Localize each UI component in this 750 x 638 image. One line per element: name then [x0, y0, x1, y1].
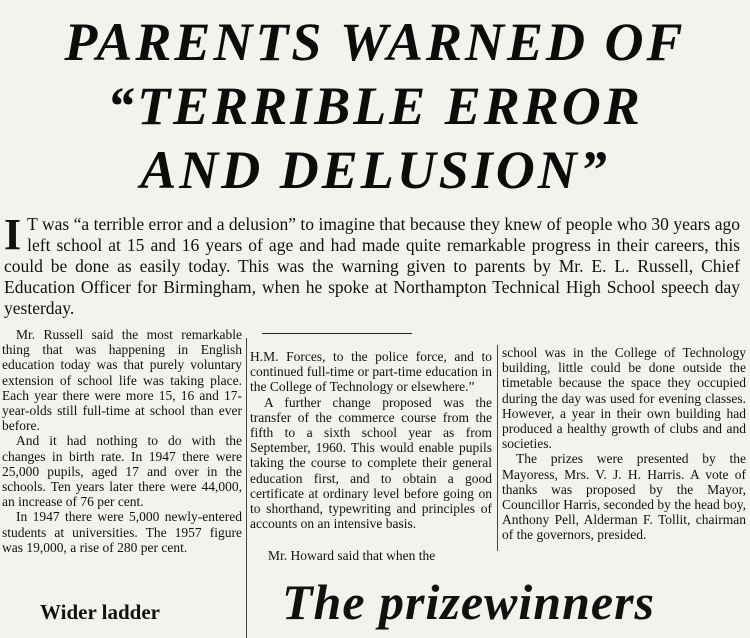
lead-paragraph: [4, 210, 740, 319]
article-column-1: [2, 327, 242, 555]
headline-line-1: PARENTS WARNED OF: [64, 12, 686, 72]
headline-line-3: AND DELUSION”: [140, 140, 610, 200]
heading-prizewinners: The prizewinners: [282, 574, 656, 630]
column-separator-rule: [262, 333, 412, 334]
column-3-paragraph: school was in the College of Technology building, little could be done outside the timetable because the space they occupied during the day was used for evening classes. However, a year in their own building had produced a healthy growth of clubs and and societies.: [502, 345, 746, 452]
column-3-paragraph: The prizes were presented by the Mayoress, Mrs. V. J. H. Harris. A vote of thanks was proposed by the Mayor, Councillor Harris, seconded by the head boy, Anthony Pell, Alderman F. Tollit, chairman of the governors, presided.: [502, 451, 746, 543]
column-divider: [497, 345, 498, 551]
subheading-wider-ladder: Wider ladder: [40, 600, 160, 624]
column-2-paragraph: H.M. Forces, to the police force, and to continued full-time or part-time education in the College of Technology or elsewhere.”: [250, 349, 492, 395]
headline-line-2: “TERRIBLE ERROR: [107, 76, 643, 136]
lead-text: T was “a terrible error and a delusion” to imagine that because they knew of people who 30 years ago left school at 15 and 16 years of age and had made quite remarkable progress in their careers, this could be done as easily today. This was the warning given to parents by Mr. E. L. Russell, Chief Education Officer for Birmingham, when he spoke at Northampton Technical High School speech day yesterday.: [4, 214, 740, 318]
column-1-paragraph: Mr. Russell said the most remarkable thing that was happening in English education today was that purely voluntary extension of school life was taking place. Each year there were more 15, 16 and 17-year-olds still full-time at school than ever before.: [2, 327, 242, 434]
article-column-3: [502, 345, 746, 543]
column-2-paragraph: A further change proposed was the transfer of the commerce course from the fifth to a sixth school year as from September, 1960. This would enable pupils taking the course to complete their general education first, and to obtain a good certificate at ordinary level before going on to shorthand, typewriting and principles of accounts on an intensive basis.: [250, 394, 492, 532]
column-1-paragraph: In 1947 there were 5,000 newly-entered students at universities. The 1957 figure was 19,000, a rise of 280 per cent.: [2, 509, 242, 555]
headline: [0, 10, 750, 202]
drop-cap: I: [4, 210, 22, 259]
article-column-2: [250, 349, 492, 531]
column-1-paragraph: And it had nothing to do with the changes in birth rate. In 1947 there were 25,000 pupils, aged 17 and over in the schools. Ten years later there were 44,000, an increase of 76 per cent.: [2, 433, 242, 510]
continued-line: Mr. Howard said that when the: [268, 548, 436, 563]
column-divider: [246, 338, 247, 638]
